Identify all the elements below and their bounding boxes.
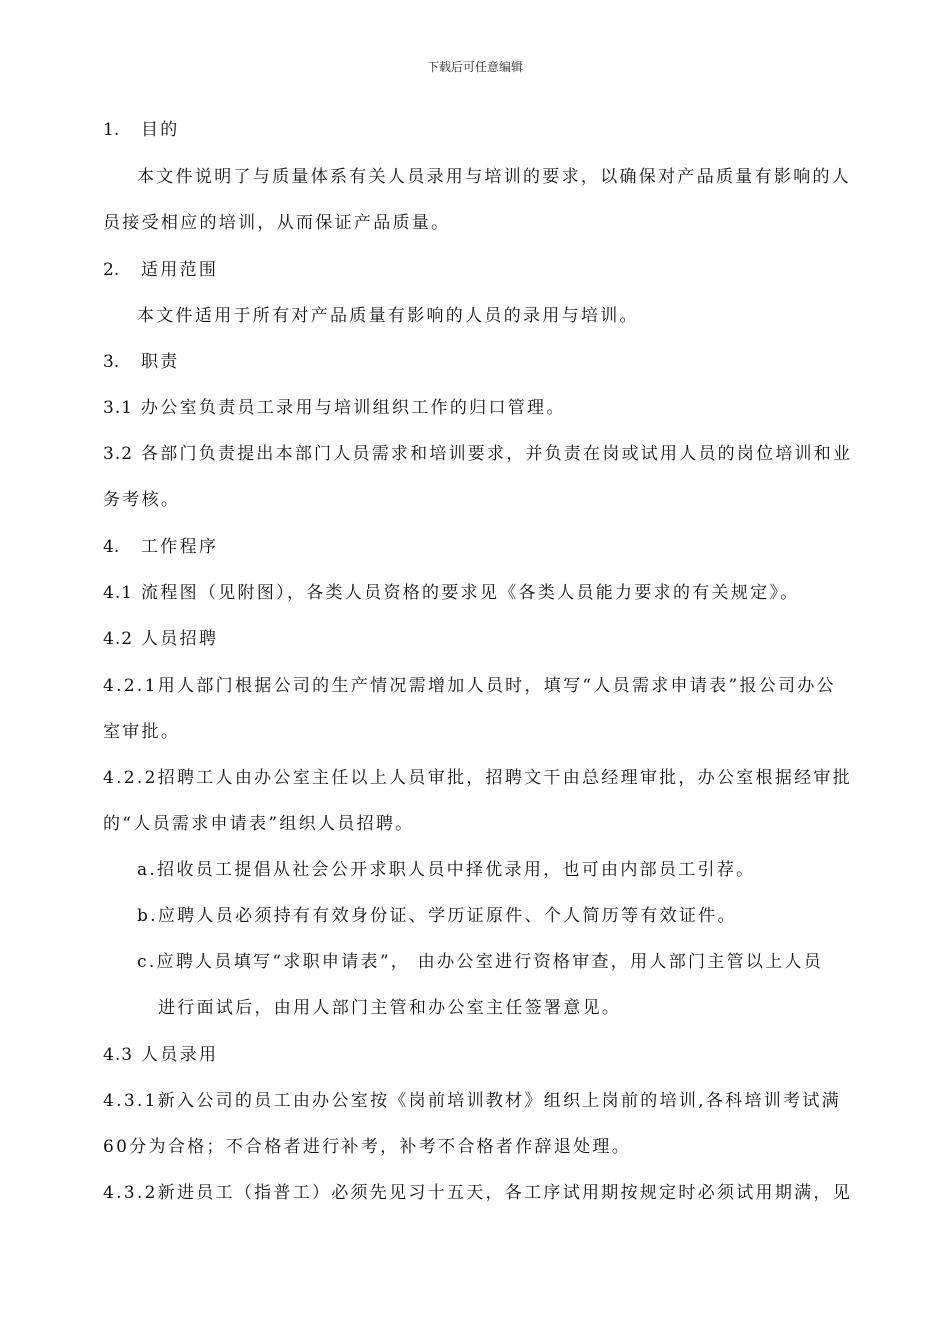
clause-4-2-2 — [103, 768, 852, 788]
section-2-heading — [103, 260, 218, 280]
clause-text: 用人部门根据公司的生产情况需增加人员时，填写“人员需求申请表”报公司办公 — [157, 676, 836, 696]
clause-4-3-2 — [103, 1183, 852, 1203]
list-item-a: a.招收员工提倡从社会公开求职人员中择优录用，也可由内部员工引荐。 — [137, 860, 756, 880]
paragraph: 本文件说明了与质量体系有关人员录用与培训的要求，以确保对产品质量有影响的人 — [137, 167, 852, 187]
clause-number: 3.2 — [103, 444, 134, 464]
clause-text: 招聘工人由办公室主任以上人员审批，招聘文干由总经理审批，办公室根据经审批 — [157, 768, 852, 788]
clause-text: 人员招聘 — [141, 629, 219, 649]
clause-3-1 — [103, 398, 566, 418]
paragraph: 60分为合格；不合格者进行补考，补考不合格者作辞退处理。 — [103, 1137, 632, 1157]
clause-3-2 — [103, 444, 852, 464]
section-number: 2. — [103, 260, 120, 280]
clause-4-2 — [103, 629, 218, 649]
clause-number: 4.2.2 — [103, 768, 158, 788]
section-title: 职责 — [141, 352, 180, 372]
section-title: 目的 — [141, 120, 180, 140]
paragraph: 务考核。 — [103, 490, 181, 510]
clause-text: 办公室负责员工录用与培训组织工作的归口管理。 — [141, 398, 566, 418]
section-4-heading — [103, 537, 218, 557]
clause-4-3-1 — [103, 1091, 841, 1111]
section-3-heading — [103, 352, 180, 372]
list-item-b: b.应聘人员必须持有有效身份证、学历证原件、个人简历等有效证件。 — [137, 906, 737, 926]
clause-text: 新进员工（指普工）必须先见习十五天，各工序试用期按规定时必须试用期满，见 — [157, 1183, 852, 1203]
clause-text: 流程图（见附图），各类人员资格的要求见《各类人员能力要求的有关规定》。 — [141, 583, 800, 603]
clause-4-1 — [103, 583, 800, 603]
clause-number: 4.2 — [103, 629, 134, 649]
list-item-c-continued: 进行面试后，由用人部门主管和办公室主任签署意见。 — [158, 998, 622, 1018]
paragraph: 室审批。 — [103, 722, 181, 742]
paragraph: 本文件适用于所有对产品质量有影响的人员的录用与培训。 — [137, 306, 639, 326]
section-1-heading — [103, 120, 180, 140]
paragraph: 的“人员需求申请表”组织人员招聘。 — [103, 814, 415, 834]
clause-number: 3.1 — [103, 398, 134, 418]
clause-number: 4.1 — [103, 583, 134, 603]
clause-4-3 — [103, 1045, 218, 1065]
clause-number: 4.3 — [103, 1045, 134, 1065]
clause-text: 新入公司的员工由办公室按《岗前培训教材》组织上岗前的培训,各科培训考试满 — [157, 1091, 841, 1111]
paragraph: 员接受相应的培训，从而保证产品质量。 — [103, 213, 451, 233]
section-number: 3. — [103, 352, 120, 372]
clause-4-2-1 — [103, 676, 836, 696]
section-title: 工作程序 — [141, 537, 219, 557]
section-number: 4. — [103, 537, 120, 557]
list-item-c: c.应聘人员填写“求职申请表”， 由办公室进行资格审查，用人部门主管以上人员 — [137, 952, 824, 972]
section-number: 1. — [103, 120, 120, 140]
clause-text: 各部门负责提出本部门人员需求和培训要求，并负责在岗或试用人员的岗位培训和业 — [141, 444, 853, 464]
clause-number: 4.3.1 — [103, 1091, 158, 1111]
clause-text: 人员录用 — [141, 1045, 219, 1065]
clause-number: 4.3.2 — [103, 1183, 158, 1203]
section-title: 适用范围 — [141, 260, 219, 280]
page-header: 下载后可任意编辑 — [426, 60, 523, 74]
clause-number: 4.2.1 — [103, 676, 158, 696]
